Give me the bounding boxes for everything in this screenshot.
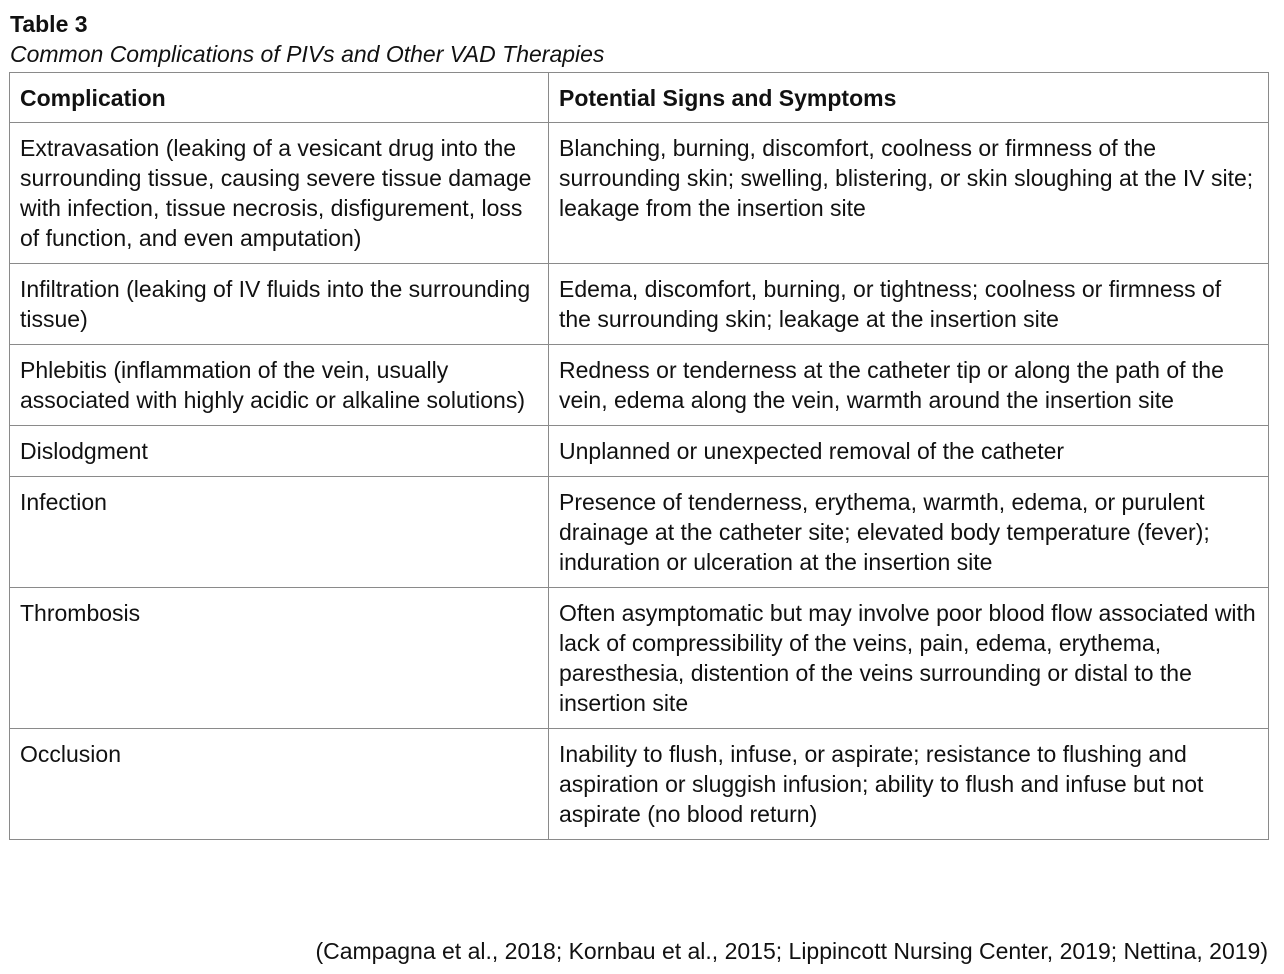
table-row — [10, 477, 1269, 588]
table-row — [10, 345, 1269, 426]
table-number: Table 3 — [10, 11, 88, 37]
signs-cell: Inability to flush, infuse, or aspirate; resistance to flushing and aspiration or sluggish infusion; ability to flush and infuse but not aspirate (no blood return) — [549, 729, 1269, 840]
complication-cell: Occlusion — [10, 729, 549, 840]
signs-cell: Redness or tenderness at the catheter tip or along the path of the vein, edema along the vein, warmth around the insertion site — [549, 345, 1269, 426]
signs-cell: Often asymptomatic but may involve poor blood flow associated with lack of compressibility of the veins, pain, edema, erythema, paresthesia, distention of the veins surrounding or distal to the insertion site — [549, 588, 1269, 729]
signs-cell: Blanching, burning, discomfort, coolness or firmness of the surrounding skin; swelling, blistering, or skin sloughing at the IV site; leakage from the insertion site — [549, 123, 1269, 264]
complication-cell: Infection — [10, 477, 549, 588]
signs-cell: Presence of tenderness, erythema, warmth, edema, or purulent drainage at the catheter site; elevated body temperature (fever); induration or ulceration at the insertion site — [549, 477, 1269, 588]
table-row — [10, 123, 1269, 264]
table-row — [10, 426, 1269, 477]
column-header-signs: Potential Signs and Symptoms — [549, 73, 1269, 123]
table-row — [10, 729, 1269, 840]
complication-cell: Phlebitis (inflammation of the vein, usually associated with highly acidic or alkaline solutions) — [10, 345, 549, 426]
table-row — [10, 588, 1269, 729]
table-row — [10, 264, 1269, 345]
complication-cell: Thrombosis — [10, 588, 549, 729]
table-title: Common Complications of PIVs and Other VAD Therapies — [10, 41, 605, 67]
signs-cell: Unplanned or unexpected removal of the catheter — [549, 426, 1269, 477]
table-header-row — [10, 73, 1269, 123]
complication-cell: Extravasation (leaking of a vesicant drug into the surrounding tissue, causing severe tissue damage with infection, tissue necrosis, disfigurement, loss of function, and even amputation) — [10, 123, 549, 264]
column-header-complication: Complication — [10, 73, 549, 123]
signs-cell: Edema, discomfort, burning, or tightness; coolness or firmness of the surrounding skin; leakage at the insertion site — [549, 264, 1269, 345]
source-citation: (Campagna et al., 2018; Kornbau et al., 2015; Lippincott Nursing Center, 2019; Nettina, 2019) — [315, 938, 1268, 964]
complications-table — [9, 72, 1269, 840]
complication-cell: Dislodgment — [10, 426, 549, 477]
complication-cell: Infiltration (leaking of IV fluids into the surrounding tissue) — [10, 264, 549, 345]
